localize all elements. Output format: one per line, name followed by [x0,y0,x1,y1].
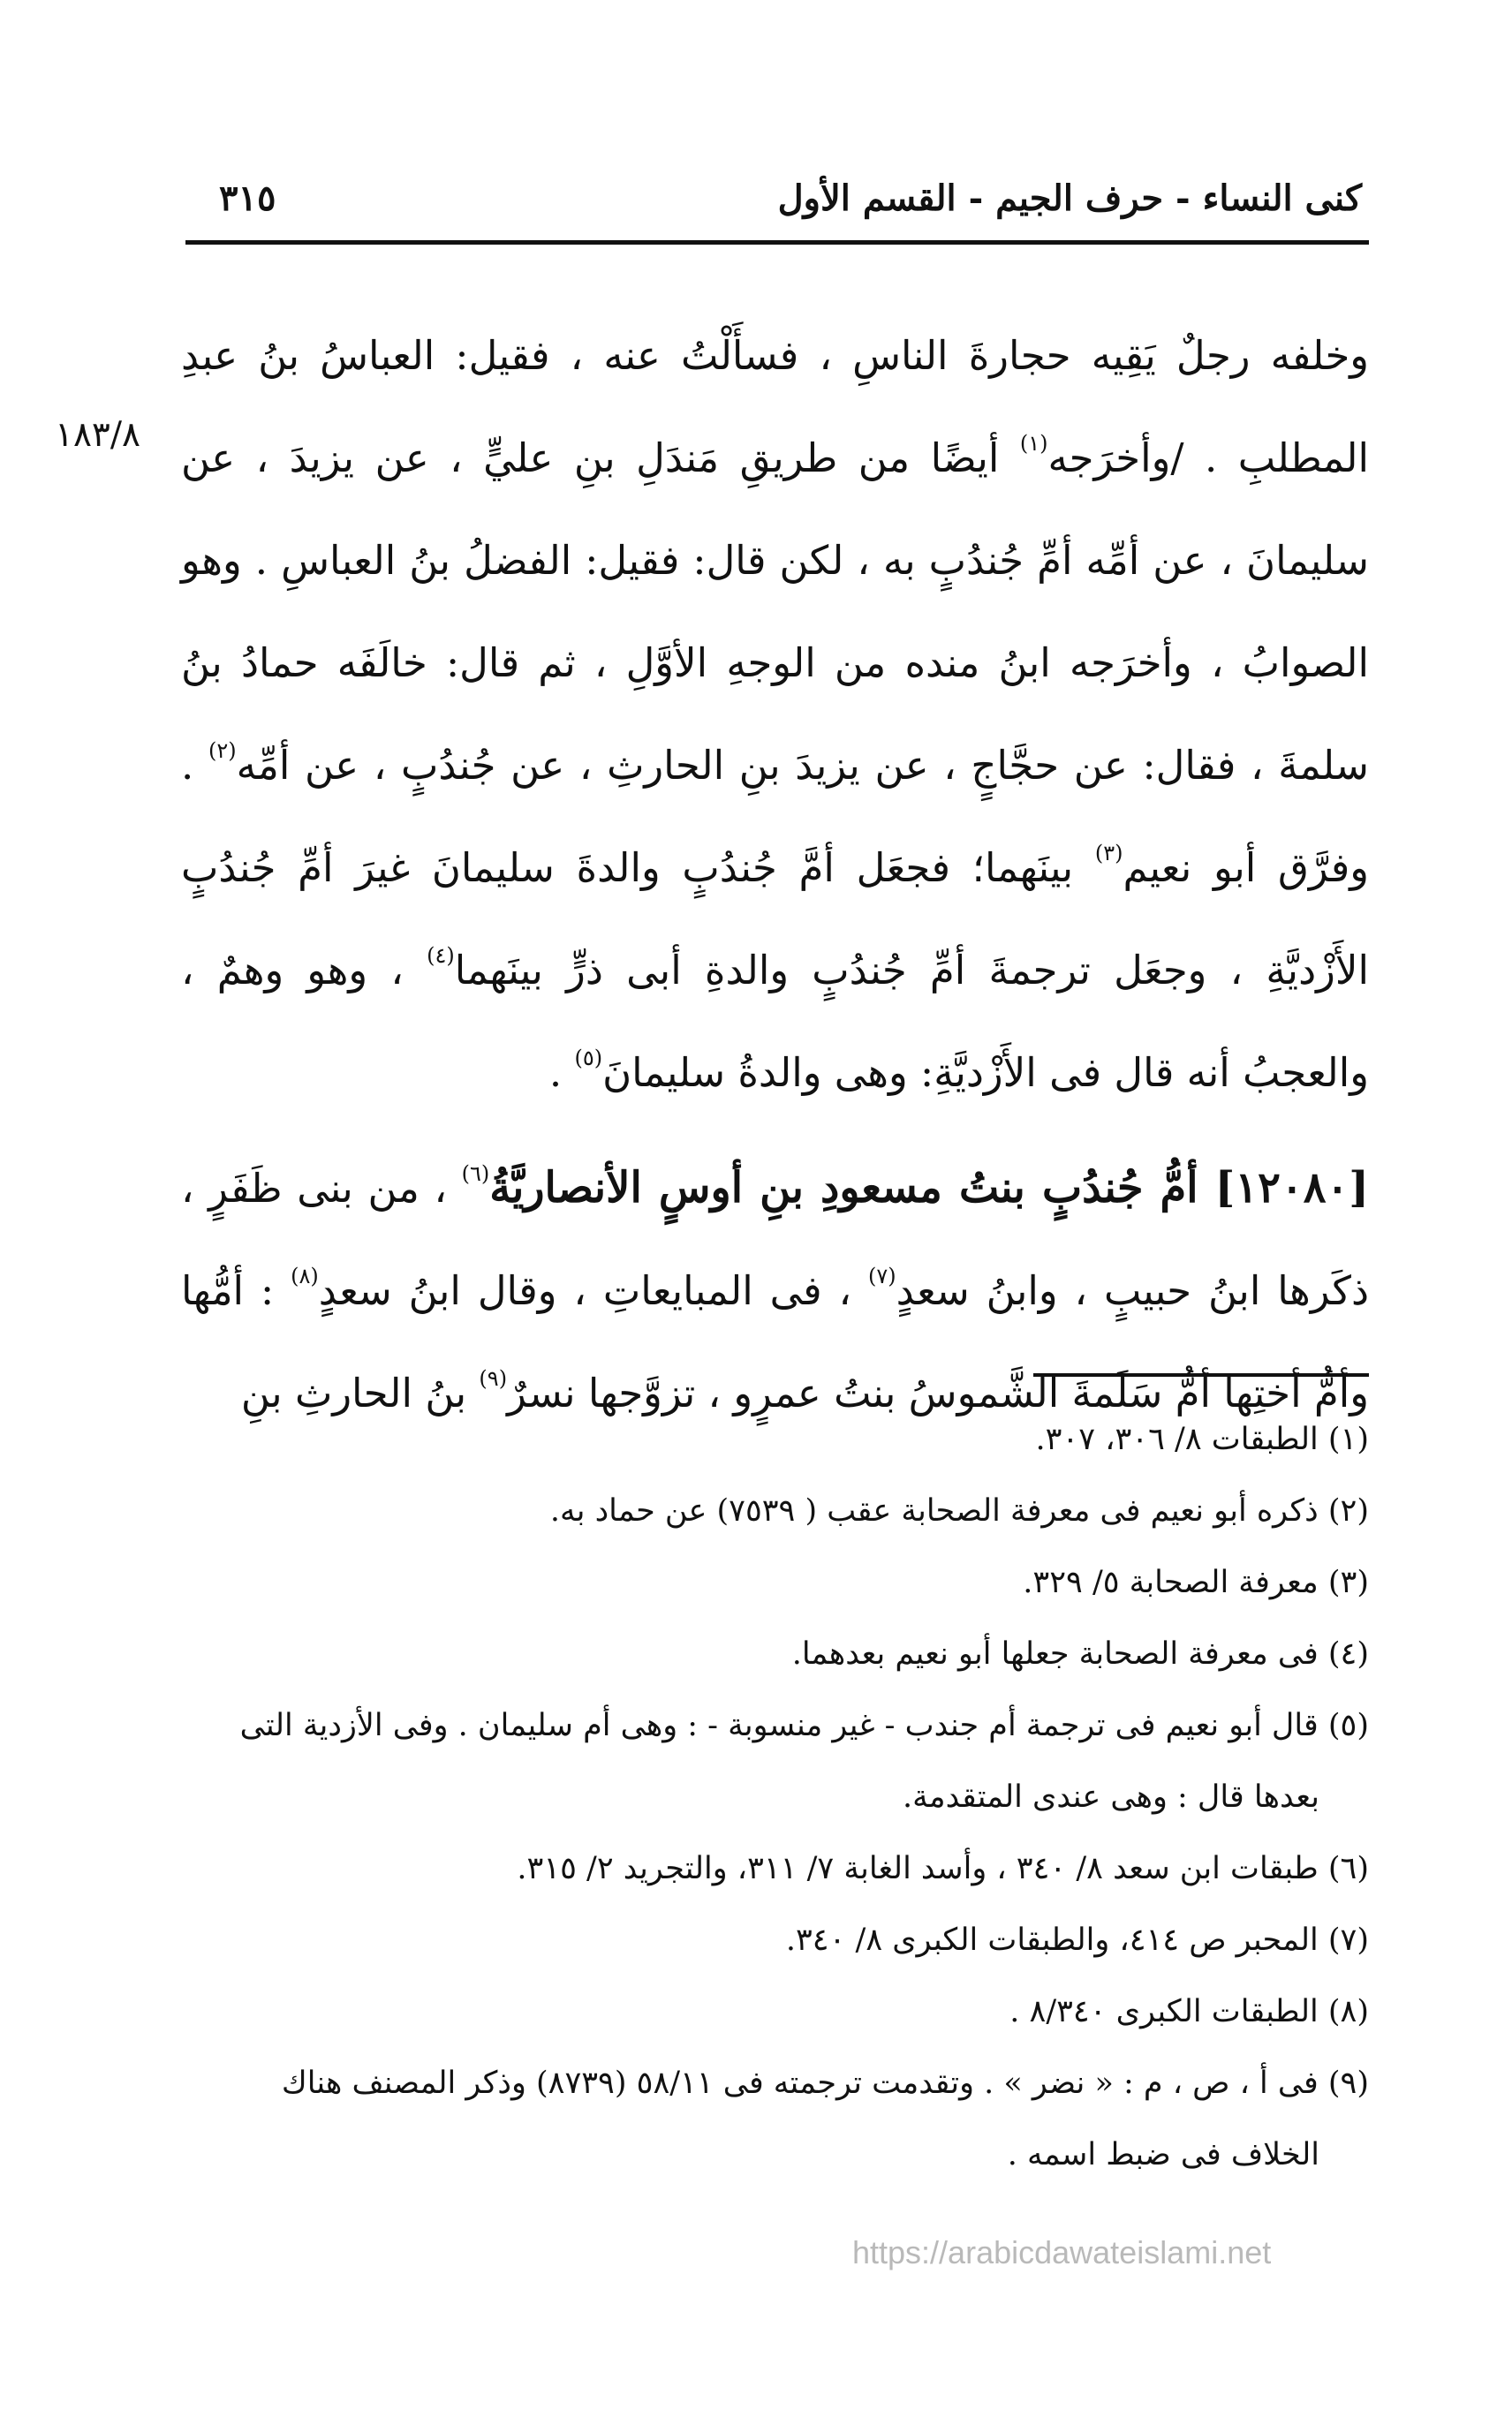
footnote-5-continuation [181,1762,1369,1833]
footnote-marker[interactable]: (٩) [479,1366,508,1391]
running-header [185,172,1369,234]
text-run: : أمُّها وأمُّ أختِها أمُّ سَلَمةَ الشَّموسُ بنتُ عمرٍو ، تزوَّجها نسرٌ [181,1267,1369,1417]
footnote-marker[interactable]: (٣) [1094,841,1123,865]
footnote-marker[interactable]: (٤) [427,943,455,968]
footnote-marker[interactable]: (٢) [208,738,237,763]
text-run: أيضًا من طريقِ مَندَلِ بنِ عليٍّ ، عن يزيدَ ، عن سليمانَ ، عن أمِّه أمِّ جُندُبٍ به ، لكن قال: فقيل: الفضلُ بنُ العباسِ . وهو الصوابُ ، وأخرَجه ابنُ منده من الوجهِ الأوَّلِ ، ثم قال: خالَفَه حمادُ بنُ سلمةَ ، فقال: عن حجَّاجٍ ، عن يزيدَ بنِ الحارثِ ، عن جُندُبٍ ، عن أمِّه [181,434,1369,789]
footnote-marker[interactable]: (٧) [868,1264,896,1288]
margin-reference: ١٨٣/٨ [55,415,140,455]
footnote-divider [1033,1373,1369,1377]
footnote-2: (٢) ذكره أبو نعيم فى معرفة الصحابة عقب ( ٧٥٣٩) عن حماد به. [549,1493,1369,1529]
footnote-9-continuation [181,2119,1369,2191]
text-run: ، وهو وهمٌ ، والعجبُ أنه قال فى الأَزْديَّةِ: وهى والدةُ سليمانَ [181,947,1369,1096]
continuation-text: الخلاف فى ضبط اسمه . [1007,2137,1319,2172]
watermark-url: https://arabicdawateislami.net [852,2234,1272,2270]
text-run: ، فى المبايعاتِ ، وقال ابنُ سعدٍ [318,1267,868,1314]
text-run: . وفرَّق أبو نعيم [181,742,1369,891]
footnote-1: (١) الطبقات ٨/ ٣٠٦، ٣٠٧. [1035,1422,1369,1457]
footnote-marker[interactable]: (٨) [291,1264,319,1288]
text-run: ، من بنى ظَفَرٍ ، ذكَرها ابنُ حبيبٍ ، وابنُ سعدٍ [181,1165,1369,1314]
footnotes [181,1404,1369,2191]
page-number: ٣١٥ [219,178,276,219]
footnote-4: (٤) فى معرفة الصحابة جعلها أبو نعيم بعدهما. [791,1636,1369,1672]
footnote-9: (٩) فى أ ، ص ، م : « نضر » . وتقدمت ترجمته فى ٥٨/١١ (٨٧٣٩) وذكر المصنف هناك [281,2066,1369,2101]
text-run: بينَهما؛ فجعَل أمَّ جُندُبٍ والدةَ سليمانَ غيرَ أمِّ جُندُبٍ الأَزْديَّةِ ، وجعَل ترجمةَ أمِّ جُندُبٍ والدةِ أبى ذرٍّ بينَهما [181,844,1369,993]
paragraph-1 [181,305,1369,1124]
footnote-marker[interactable]: (٥) [574,1046,603,1070]
entry-heading: [١٢٠٨٠] أمُّ جُندُبٍ بنتُ مسعودِ بنِ أوسٍ الأنصاريَّةُ [489,1163,1369,1213]
header-title: كنى النساء - حرف الجيم - القسم الأول [777,178,1362,219]
footnote-marker[interactable]: (٦) [461,1161,490,1186]
footnote-5: (٥) قال أبو نعيم فى ترجمة أم جندب - غير منسوبة - : وهى أم سليمان . وفى الأزدية التى [239,1708,1369,1743]
footnote-6: (٦) طبقات ابن سعد ٨/ ٣٤٠ ، وأسد الغابة ٧/ ٣١١، والتجريد ٢/ ٣١٥. [517,1851,1369,1886]
continuation-text: بعدها قال : وهى عندى المتقدمة. [902,1779,1319,1815]
text-run: بنُ الحارثِ بنِ [240,1370,480,1417]
footnote-8: (٨) الطبقات الكبرى ٨/٣٤٠ . [1009,1994,1369,2029]
footnote-7: (٧) المحبر ص ٤١٤، والطبقات الكبرى ٨/ ٣٤٠. [785,1923,1369,1958]
entry-12080 [181,1137,1369,1445]
footnote-3: (٣) معرفة الصحابة ٥/ ٣٢٩. [1023,1565,1369,1600]
text-run: وخلفه رجلٌ يَقِيه حجارةَ الناسِ ، فسأَلْتُ عنه ، فقيل: العباسُ بنُ عبدِ المطلبِ . /وأخرَجه [181,332,1369,481]
footnote-marker[interactable]: (١) [1019,431,1048,456]
main-text [181,305,1369,1445]
text-run: . [548,1049,575,1096]
header-rule [185,240,1369,245]
